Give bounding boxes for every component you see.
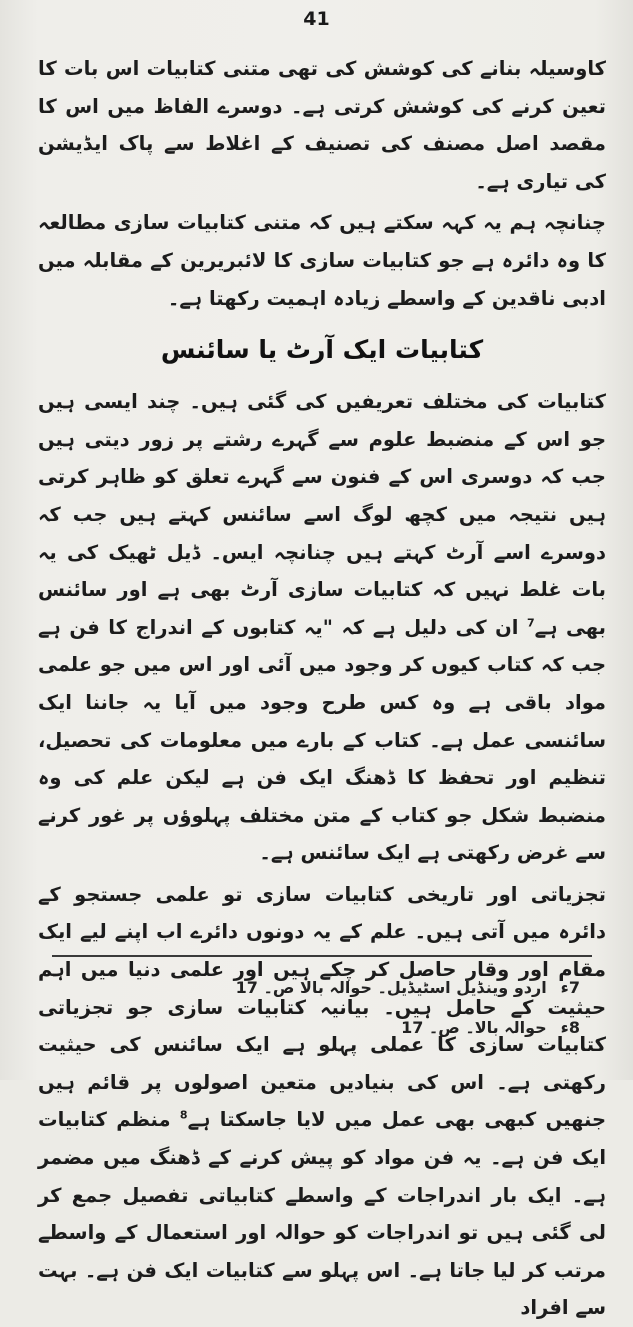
- footnote-text: حوالہ بالا۔ ص۔ 17: [401, 1018, 547, 1037]
- paragraph-definitions: [38, 383, 606, 872]
- footnote-ref-7: 7: [526, 616, 535, 630]
- footnote-text: اردو وینڈیل اسٹیڈیل۔ حوالہ بالا ص۔ 17: [235, 978, 547, 997]
- footnote-8: [60, 1008, 580, 1048]
- paragraph-analytical-text: تجزیاتی اور تاریخی کتابیات سازی تو علمی جستجو کے دائرہ میں آتی ہیں۔ علم کے یہ دونوں دائرے اب اپنے لیے ایک مقام اور وقار حاصل کر چکے ہیں اور علمی دنیا میں اہم حیثیت کے حامل ہیں۔ بیانیہ کتابیات سازی جو تجزیاتی کتابیات سازی کا عملی پہلو ہے ایک سائنس کی حیثیت رکھتی ہے۔ اس کی بنیادیں متعین اصولوں پر قائم ہیں جنھیں کبھی بھی عمل میں لایا جاسکتا ہے: [38, 882, 606, 1132]
- body-text: [38, 50, 606, 1327]
- paragraph-intro: کاوسیلہ بنانے کی کوشش کی تھی متنی کتابیات اس بات کا تعین کرنے کی کوشش کرتی ہے۔ دوسرے الفاظ میں اس کا مقصد اصل مصنف کی تصنیف کے اغلاط سے پاک ایڈیشن کی تیاری ہے۔: [38, 57, 606, 193]
- paragraph-definitions-text: کتابیات کی مختلف تعریفیں کی گئی ہیں۔ چند ایسی ہیں جو اس کے منضبط علوم سے گہرے رشتے پر زور دیتی ہیں جب کہ دوسری اس کے فنون سے گہرے تعلق کو ظاہر کرتی ہیں نتیجہ میں کچھ لوگ اسے سائنس کہتے ہیں جب کہ دوسرے اسے آرٹ کہتے ہیں چنانچہ ایس۔ ڈیل ٹھیک کی یہ بات غلط نہیں کہ کتابیات سازی آرٹ بھی ہے اور سائنس بھی ہے: [38, 390, 606, 639]
- paragraph-textual-bibliography: چنانچہ ہم یہ کہہ سکتے ہیں کہ متنی کتابیات سازی مطالعہ کا وہ دائرہ ہے جو کتابیات سازی کا لائبریرین کے مقابلہ میں ادبی ناقدین کے واسطے زیادہ اہمیت رکھتا ہے۔: [38, 211, 606, 310]
- footnotes: [60, 968, 580, 1048]
- paragraph-definitions-text-cont: ان کی دلیل ہے کہ "یہ کتابوں کے اندراج کا فن ہے جب کہ کتاب کیوں کر وجود میں آئی اور اس میں جو علمی مواد باقی ہے وہ کس طرح وجود میں آیا یہ جاننا ایک سائنسی عمل ہے۔ کتاب کے بارے میں معلومات کی تحصیل، تنظیم اور تحفظ کا ڈھنگ ایک فن ہے لیکن علم کی وہ منضبط شکل جو کتاب کے متن مختلف پہلوؤں پر غور کرنے سے غرض رکھتی ہے ایک سائنس ہے۔: [38, 615, 606, 865]
- footnote-marker: 7ء: [560, 978, 580, 997]
- footnote-marker: 8ء: [560, 1018, 580, 1037]
- footnote-7: [60, 968, 580, 1008]
- footnote-divider: [52, 955, 592, 957]
- paragraph-analytical-bibliography: [38, 876, 606, 1327]
- page-number: 41: [303, 8, 330, 30]
- footnote-ref-8: 8: [179, 1108, 188, 1122]
- section-heading: کتابیات ایک آرٹ یا سائنس: [160, 335, 484, 365]
- paragraph-analytical-text-cont: منظم کتابیات ایک فن ہے۔ یہ فن مواد کو پیش کرنے کے ڈھنگ میں مضمر ہے۔ ایک بار اندراجات کے واسطے کتابیاتی تفصیل جمع کر لی گئی ہیں تو اندراجات کو حوالہ اور استعمال کے واسطے مرتب کر لیا جاتا ہے۔ اس پہلو سے کتابیات ایک فن ہے۔ بہت سے افراد: [38, 1108, 606, 1320]
